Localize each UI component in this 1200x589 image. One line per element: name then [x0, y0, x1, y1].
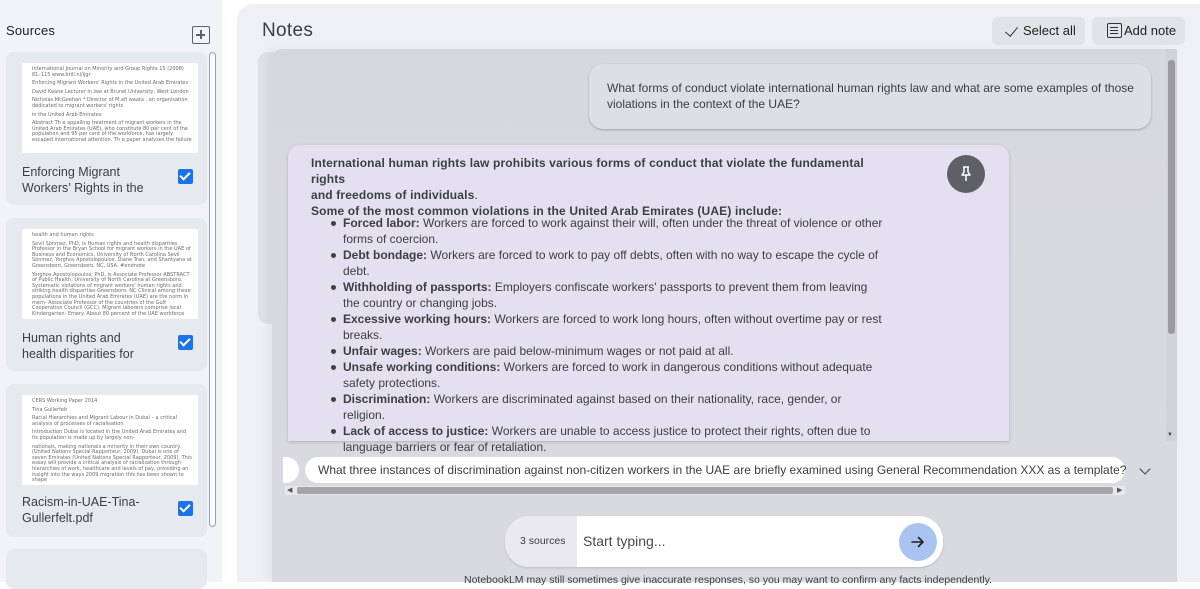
- suggestion-scrollbar[interactable]: [285, 486, 1125, 495]
- source-card-3[interactable]: [6, 384, 207, 537]
- source-thumbnail: [22, 229, 198, 319]
- source-card-4[interactable]: [6, 549, 207, 589]
- list-item-term: Lack of access to justice:: [343, 424, 489, 438]
- list-item: [331, 423, 883, 455]
- chat-input[interactable]: [583, 528, 883, 554]
- thumbnail-text: Racial Hierarchies and Migrant Labour in Dubai – a critical analysis of processes of racialisation: [32, 415, 177, 427]
- notes-title: Notes: [262, 20, 314, 41]
- list-item-term: Withholding of passports:: [343, 280, 492, 294]
- thumbnail-text: in the United Arab Emirates: [32, 111, 102, 118]
- list-item-text: Employers confiscate workers' passports to prevent them from leaving the country or changing jobs.: [343, 280, 868, 310]
- source-count-button[interactable]: 3 sources: [505, 516, 577, 567]
- send-button[interactable]: [899, 523, 937, 561]
- list-item-term: Excessive working hours:: [343, 312, 492, 326]
- source-thumbnail: [22, 395, 198, 485]
- list-item: [331, 359, 883, 391]
- suggestion-chip-previous[interactable]: [283, 457, 299, 483]
- response-list: [331, 215, 883, 455]
- list-item: [331, 343, 883, 359]
- list-item-term: Unsafe working conditions:: [343, 360, 501, 374]
- source-name-line: health disparities for: [22, 347, 134, 361]
- list-item-text: Workers are forced to work in dangerous conditions without adequate safety protections.: [343, 360, 873, 390]
- chat-composer: [505, 516, 943, 567]
- suggestion-chip[interactable]: What three instances of discrimination against non-citizen workers in the UAE are briefly examined using General Recommendation XXX as a template?: [305, 457, 1125, 483]
- select-all-button[interactable]: [992, 17, 1085, 45]
- scroll-down-arrow-icon[interactable]: ▼: [1167, 432, 1173, 438]
- list-item-term: Discrimination:: [343, 392, 431, 406]
- user-question-bubble: What forms of conduct violate international human rights law and what are some examples of those violations in the context of the UAE?: [589, 64, 1151, 129]
- list-item-term: Unfair wages:: [343, 344, 422, 358]
- source-name-line: Racism-in-UAE-Tina-: [22, 495, 140, 509]
- scroll-right-arrow-icon[interactable]: ▶: [1117, 487, 1123, 494]
- thumbnail-text: Introduction Dubai is located in the United Arab Emirates and its population is made up by largely non-: [32, 429, 187, 441]
- list-item: [331, 391, 883, 423]
- response-intro: [311, 155, 901, 219]
- list-item-text: Workers are unable to access justice to protect their rights, often due to language barriers or fear of retaliation.: [343, 424, 871, 454]
- thumbnail-text: International Journal on Minority and Group Rights 15 (2008) 81–115 www.brill.nl/ijgr: [32, 66, 184, 78]
- response-intro-line: [311, 187, 901, 203]
- source-card-1[interactable]: [6, 52, 207, 205]
- list-item-term: Debt bondage:: [343, 248, 427, 262]
- source-name-line: Workers’ Rights in the: [22, 181, 144, 195]
- note-add-icon: [1107, 23, 1122, 38]
- thumbnail-text: Yorghos Apostolopoulos, PhD, is Associate Professor ABSTRACT of Public Health, University of North Carolina at Greensboro. Systematic violations of migrant workers' human rights and striking health disparities Greensboro, NC Clinical among these populations in the United Arab Emirates (UAE) are the norm in mem- Associate Professor of the countries of the Gulf Cooperation Council (GCC). Migrant laborers comprise local Kindergarten: Emery. About 80 percent of the UAE workforce: [32, 271, 191, 317]
- response-intro-line: International human rights law prohibits various forms of conduct that violate the fundamental rights: [311, 156, 864, 186]
- response-intro-text: and freedoms of individuals: [311, 188, 475, 202]
- pin-icon: [961, 166, 971, 182]
- chevron-down-icon[interactable]: [1138, 465, 1152, 479]
- source-card-2[interactable]: [6, 218, 207, 371]
- thumbnail-text: Nicholas McGeehan * Director of M.afi waata , an organisation dedicated to migrant workers' rights: [32, 97, 188, 109]
- thumbnail-text: Abstract Th e appalling treatment of migrant workers in the United Arab Emirates (UAE), who constitute 80 per cent of the population and 95 per cent of the workforce, has largely escaped international attention. Th e paper analyses the failure: [32, 120, 192, 143]
- suggestion-scrollbar-thumb[interactable]: [297, 487, 1113, 494]
- thumbnail-text: Tina Gullerfelt: [32, 406, 68, 413]
- list-item-term: Forced labor:: [343, 216, 420, 230]
- source-name-line: Human rights and: [22, 331, 121, 345]
- list-item: [331, 279, 883, 311]
- source-checkbox[interactable]: [178, 169, 193, 184]
- list-item-text: Workers are forced to work long hours, often without overtime pay or rest breaks.: [343, 312, 882, 342]
- thumbnail-text: David Keane Lecturer in law at Brunel University, West London: [32, 88, 189, 95]
- sources-title: Sources: [6, 23, 56, 38]
- scroll-left-arrow-icon[interactable]: ◀: [287, 487, 293, 494]
- source-checkbox[interactable]: [178, 335, 193, 350]
- list-item-text: Workers are forced to work to pay off debts, often with no way to escape the cycle of debt.: [343, 248, 879, 278]
- thumbnail-text: CERS Working Paper 2014: [32, 398, 98, 404]
- list-item-text: Workers are discriminated against based on their nationality, race, gender, or religion.: [343, 392, 842, 422]
- sources-panel: [0, 0, 222, 582]
- thumbnail-text: Enforcing Migrant Workers’ Rights in the United Arab Emirates: [32, 80, 189, 87]
- pin-button[interactable]: [947, 155, 985, 193]
- arrow-right-icon: [910, 534, 926, 550]
- list-item-text: Workers are forced to work against their will, often under the threat of violence or other forms of coercion.: [343, 216, 883, 246]
- list-item: [331, 247, 883, 279]
- list-item: [331, 215, 883, 247]
- check-icon: [1005, 23, 1018, 37]
- list-item: [331, 311, 883, 343]
- select-all-label: Select all: [1023, 23, 1076, 38]
- source-name-line: Enforcing Migrant: [22, 165, 120, 179]
- response-intro-text: .: [474, 188, 478, 202]
- source-name: [22, 164, 160, 196]
- disclaimer-text: NotebookLM may still sometimes give inaccurate responses, so you may want to confirm any facts independently.: [464, 574, 992, 586]
- source-checkbox[interactable]: [178, 501, 193, 516]
- list-item-text: Workers are paid below-minimum wages or not paid at all.: [421, 344, 734, 358]
- thumbnail-text: health and human rights: [32, 232, 94, 238]
- source-thumbnail: [22, 63, 198, 153]
- add-note-button[interactable]: [1092, 17, 1185, 45]
- source-name: [22, 330, 160, 362]
- chat-scrollbar-thumb[interactable]: [1168, 60, 1175, 334]
- response-intro-line: Some of the most common violations in the United Arab Emirates (UAE) include:: [311, 204, 783, 218]
- add-note-label: Add note: [1124, 23, 1177, 38]
- thumbnail-text: Sevil Sönmez, PhD, is Human rights and health disparities Professor in the Bryan School for migrant workers in the UAE of Business and Economics, University of North Carolina Sevil Sönmez, Yorghos Apostolopoulos, Diane Tran, and Shantyana at Greensboro, Greensboro, NC, USA. #endnote: [32, 240, 192, 269]
- thumbnail-text: nationals, making nationals a minority in their own country (United Nations Special Rapporteur, 2009). Dubai is one of seven Emirates (United Nations Special Rapporteur, 2009). This essay will provide a critical analysis of racialisation through hierarchies of work, healthcare and levels of pay, providing an insight into the ways 2009 migration this has been shown to shape: [32, 443, 192, 484]
- source-name-line: Gullerfelt.pdf: [22, 511, 93, 525]
- add-source-icon[interactable]: [192, 26, 210, 44]
- response-card: [288, 145, 1009, 454]
- source-name: [22, 494, 160, 526]
- sources-scrollbar[interactable]: [209, 52, 216, 527]
